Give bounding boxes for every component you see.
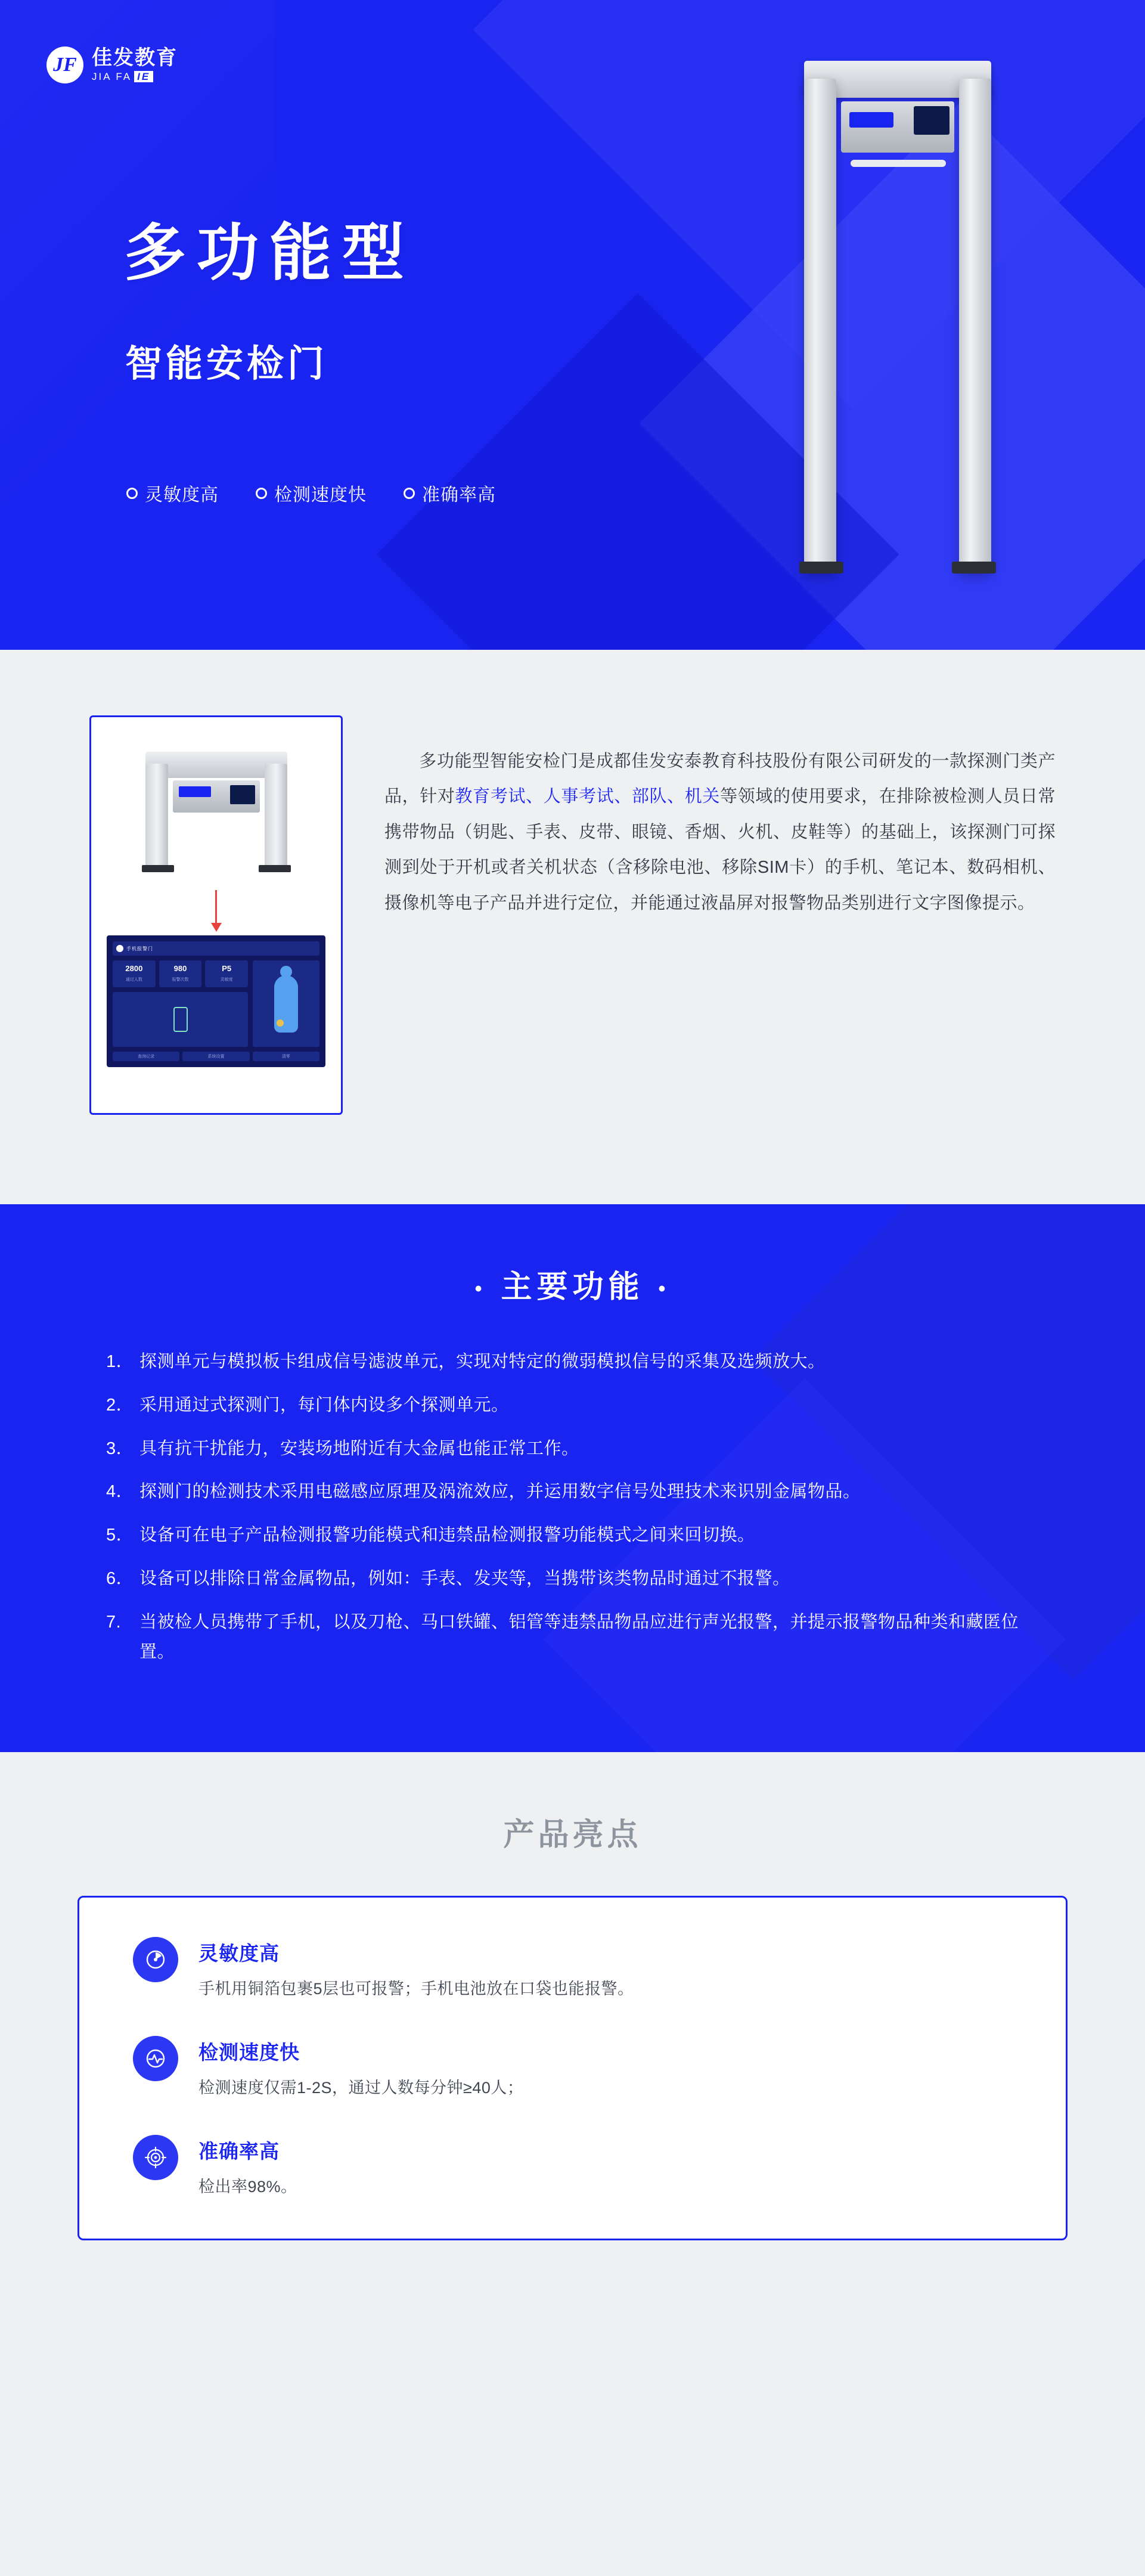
- arrow-head: [211, 923, 222, 932]
- highlight-item: [133, 2036, 1012, 2098]
- gate-frame: [799, 37, 996, 574]
- section-title-highlights: 产品亮点: [503, 1818, 642, 1852]
- gate-post-left: [804, 79, 836, 574]
- screen-stat: [159, 960, 202, 987]
- hero-feature-item: [126, 480, 219, 506]
- gate-screen-ui: [107, 935, 325, 1067]
- intro-figure-card: [89, 715, 343, 1115]
- figure-gate-wrap: [107, 735, 325, 884]
- highlight-heading: 检测速度快: [198, 2041, 300, 2063]
- stat-value: 980: [173, 964, 187, 973]
- page-title: 多功能型: [124, 219, 415, 288]
- item-number: 5．: [106, 1526, 134, 1545]
- screen-topbar: [113, 941, 319, 956]
- list-item: [106, 1607, 1032, 1668]
- person-silhouette-icon: [274, 975, 298, 1033]
- highlight-heading: 灵敏度高: [198, 1942, 280, 1964]
- gate-post-right: [959, 79, 991, 574]
- mini-gate-screen: [230, 785, 255, 804]
- brand-logo: [46, 47, 178, 83]
- ring-icon: [256, 488, 267, 499]
- security-gate-photo: [799, 37, 996, 574]
- accuracy-icon: [133, 2135, 178, 2180]
- item-number: 4．: [106, 1482, 134, 1502]
- hero-feature-label: 检测速度快: [274, 485, 367, 505]
- item-number: 1．: [106, 1352, 134, 1371]
- item-text: 当被检人员携带了手机，以及刀枪、马口铁罐、铝管等违禁品物品应进行声光报警，并提示报警物品种类和藏匿位置。: [139, 1612, 1019, 1662]
- screen-button: 系统设置: [182, 1052, 249, 1061]
- highlight-text: [198, 1937, 634, 1999]
- logo-text: [92, 48, 178, 82]
- screen-logo-icon: [116, 945, 123, 952]
- item-number: 3．: [106, 1439, 134, 1458]
- mini-gate-base-right: [259, 865, 291, 872]
- down-arrow-icon: [107, 884, 325, 935]
- highlight-heading: 准确率高: [198, 2140, 280, 2162]
- list-item: [106, 1434, 1032, 1464]
- screen-person-panel: [253, 960, 319, 1047]
- sensitivity-icon: [133, 1937, 178, 1982]
- hero-section: [0, 0, 1145, 650]
- screen-body: [113, 960, 319, 1047]
- highlight-description: 手机用铜箔包裹5层也可报警；手机电池放在口袋也能报警。: [198, 1980, 634, 1998]
- screen-button: 查询记录: [113, 1052, 179, 1061]
- bullet-left-icon: •: [474, 1277, 487, 1300]
- section-title-text: 主要功能: [501, 1270, 644, 1304]
- phone-icon: [173, 1007, 188, 1032]
- list-item: [106, 1564, 1032, 1594]
- item-text: 探测门的检测技术采用电磁感应原理及涡流效应，并运用数字信号处理技术来识别金属物品。: [139, 1482, 861, 1502]
- bullet-right-icon: •: [658, 1277, 671, 1300]
- hero-decoration-left: [0, 0, 274, 650]
- ring-icon: [404, 488, 415, 499]
- stat-label: 灵敏度: [220, 978, 233, 982]
- security-gate-thumbnail: [142, 747, 291, 872]
- hero-feature-label: 灵敏度高: [145, 485, 219, 505]
- screen-button: 清零: [253, 1052, 319, 1061]
- intro-inner: [0, 715, 1145, 1115]
- intro-text-part1: 多功能型智能安检门是成都佳发安泰教育科技股份有限公司研发的一款探测门类产品，针对: [384, 752, 1056, 807]
- function-list: [0, 1347, 1145, 1667]
- highlight-description: 检出率98%。: [198, 2178, 297, 2196]
- intro-text-part2: 等领域的使用要求，在排除被检测人员日常携带物品（钥匙、手表、皮带、眼镜、香烟、火机、皮鞋等）的基础上，该探测门可探测到处于开机或者关机状态（含移除电池、移除SIM卡）的手机、笔记本、数码相机、摄像机等电子产品并进行定位，并能通过液晶屏对报警物品类别进行文字图像提示。: [384, 787, 1056, 913]
- item-number: 6．: [106, 1568, 134, 1588]
- highlight-item: [133, 2135, 1012, 2197]
- hero-feature-list: [126, 480, 496, 506]
- gate-display-screen: [914, 106, 949, 135]
- ring-icon: [126, 488, 138, 499]
- logo-chinese-name: 佳发教育: [92, 47, 178, 70]
- mini-gate-post-right: [265, 764, 287, 871]
- logo-mark-icon: JF: [46, 47, 83, 83]
- speed-icon: [133, 2036, 178, 2081]
- gate-brand-badge: [849, 112, 893, 128]
- hero-feature-item: [404, 480, 496, 506]
- highlight-text: [198, 2036, 523, 2098]
- intro-section: [0, 650, 1145, 1204]
- item-text: 采用通过式探测门，每门体内设多个探测单元。: [139, 1395, 509, 1415]
- highlights-card: [77, 1896, 1068, 2240]
- logo-english-text: JIA FA: [92, 70, 132, 82]
- hero-feature-label: 准确率高: [422, 485, 496, 505]
- hero-feature-item: [256, 480, 367, 506]
- gate-indicator-bar: [851, 160, 946, 167]
- highlight-text: [198, 2135, 297, 2197]
- screen-left-column: [113, 960, 248, 1047]
- item-text: 探测单元与模拟板卡组成信号滤波单元，实现对特定的微弱模拟信号的采集及选频放大。: [139, 1352, 826, 1371]
- stat-label: 通过人数: [125, 978, 142, 982]
- mini-gate-post-left: [145, 764, 168, 871]
- stat-label: 报警次数: [172, 978, 189, 982]
- main-functions-section: [0, 1204, 1145, 1752]
- mini-gate-base-left: [142, 865, 174, 872]
- screen-phone-panel: [113, 992, 248, 1047]
- screen-stats: [113, 960, 248, 987]
- list-item: [106, 1520, 1032, 1551]
- item-text: 设备可在电子产品检测报警功能模式和违禁品检测报警功能模式之间来回切换。: [139, 1526, 755, 1545]
- list-item: [106, 1390, 1032, 1421]
- intro-text-highlight: 教育考试、人事考试、部队、机关: [455, 787, 721, 807]
- gate-base-right: [952, 562, 996, 574]
- page-subtitle: 智能安检门: [125, 343, 328, 385]
- screen-stat: [205, 960, 248, 987]
- gate-base-left: [799, 562, 843, 574]
- item-text: 设备可以排除日常金属物品，例如：手表、发夹等，当携带该类物品时通过不报警。: [139, 1568, 790, 1588]
- item-number: 2．: [106, 1395, 134, 1415]
- list-item: [106, 1477, 1032, 1507]
- highlight-item: [133, 1937, 1012, 1999]
- stat-value: 2800: [125, 964, 143, 973]
- logo-ie-badge: IE: [134, 71, 153, 82]
- screen-stat: [113, 960, 156, 987]
- section-title-main-functions: [0, 1261, 1145, 1306]
- product-highlights-section: [0, 1752, 1145, 2312]
- intro-paragraph: [384, 715, 1056, 921]
- stat-value: P5: [222, 964, 232, 973]
- mini-gate-badge: [179, 786, 211, 797]
- list-item: [106, 1347, 1032, 1377]
- highlight-description: 检测速度仅需1-2S，通过人数每分钟≥40人；: [198, 2079, 524, 2097]
- item-number: 7.: [106, 1612, 122, 1632]
- item-text: 具有抗干扰能力，安装场地附近有大金属也能正常工作。: [139, 1439, 579, 1458]
- logo-english-name: [92, 72, 178, 82]
- screen-title: 手机报警门: [126, 946, 153, 951]
- screen-buttons: [113, 1052, 319, 1061]
